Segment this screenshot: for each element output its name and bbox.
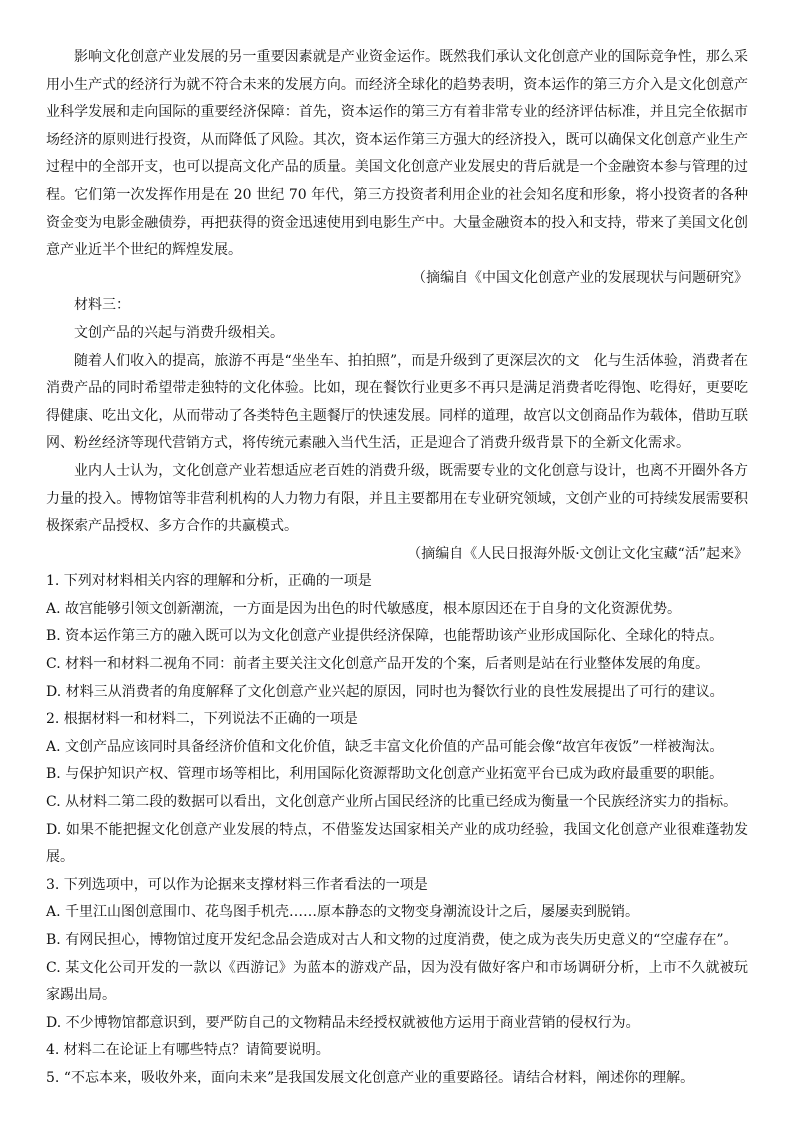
question-stem: 4. 材料二在论证上有哪些特点？请简要说明。 xyxy=(46,1042,330,1059)
material3-subtitle: 文创产品的兴起与消费升级相关。 xyxy=(74,324,284,341)
material3-heading: 材料三： xyxy=(74,297,130,314)
option-b: B. 资本运作第三方的融入既可以为文化创意产业提供经济保障，也能帮助该产业形成国际化、全球化的特点。 xyxy=(46,628,724,645)
question-3 xyxy=(46,872,748,1038)
option-c: C. 材料一和材料二视角不同：前者主要关注文化创意产品开发的个案，后者则是站在行业整体发展的角度。 xyxy=(46,656,710,673)
option-d: D. 材料三从消费者的角度解释了文化创意产业兴起的原因，同时也为餐饮行业的良性发展提出了可行的建议。 xyxy=(46,683,724,700)
material2-paragraph: 影响文化创意产业发展的另一重要因素就是产业资金运作。既然我们承认文化创意产业的国际竞争性，那么采用小生产式的经济行为就不符合未来的发展方向。而经济全球化的趋势表明，资本运作的第三方介入是文化创意产业科学发展和走向国际的重要经济保障：首先，资本运作的第三方有着非常专业的经济评估标准，并且完全依据市场经济的原则进行投资，从而降低了风险。其次，资本运作第三方强大的经济投入，既可以确保文化创意产业生产过程中的全部开支，也可以提高文化产品的质量。美国文化创意产业发展史的背后就是一个金融资本参与管理的过程。它们第一次发挥作用是在 20 世纪 70 年代，第三方投资者利用企业的社会知名度和形象，将小投资者的各种资金变为电影金融债券，再把获得的资金迅速使用到电影生产中。大量金融资本的投入和支持，带来了美国文化创意产业近半个世纪的辉煌发展。 xyxy=(46,49,748,259)
option-b: B. 有网民担心，博物馆过度开发纪念品会造成对古人和文物的过度消费，使之成为丧失历史意义的“空虚存在”。 xyxy=(46,932,738,948)
exam-page xyxy=(46,44,748,1093)
option-c: C. 某文化公司开发的一款以《西游记》为蓝本的游戏产品，因为没有做好客户和市场调研分析，上市不久就被玩家踢出局。 xyxy=(46,959,748,1004)
option-a: A. 文创产品应该同时具备经济价值和文化价值，缺乏丰富文化价值的产品可能会像“故宫年夜饭”一样被淘汰。 xyxy=(46,738,724,755)
option-a: A. 故宫能够引领文创新潮流，一方面是因为出色的时代敏感度，根本原因还在于自身的文化资源优势。 xyxy=(46,600,682,617)
option-d: D. 不少博物馆都意识到，要严防自己的文物精品未经授权就被他方运用于商业营销的侵权行为。 xyxy=(46,1014,640,1031)
material3-source: （摘编自《人民日报海外版·文创让文化宝藏“活”起来》 xyxy=(407,545,748,562)
question-2 xyxy=(46,706,748,872)
option-a: A. 千里江山图创意围巾、花鸟图手机壳……原本静态的文物变身潮流设计之后，屡屡卖到脱销。 xyxy=(46,904,640,921)
question-stem: 1. 下列对材料相关内容的理解和分析，正确的一项是 xyxy=(46,573,372,590)
material2-source: （摘编自《中国文化创意产业的发展现状与问题研究》 xyxy=(412,269,748,286)
question-1 xyxy=(46,568,748,706)
question-5 xyxy=(46,1065,748,1093)
material3-paragraph-1: 随着人们收入的提高，旅游不再是“坐坐车、拍拍照”，而是升级到了更深层次的文 化与生活体验，消费者在消费产品的同时希望带走独特的文化体验。比如，现在餐饮行业更多不再只是满足消费者吃得饱、吃得好，更要吃得健康、吃出文化，从而带动了各类特色主题餐厅的快速发展。同样的道理，故宫以文创商品作为载体，借助互联网、粉丝经济等现代营销方式，将传统元素融入当代生活，正是迎合了消费升级背景下的全新文化需求。 xyxy=(46,352,748,452)
material3-paragraph-2: 业内人士认为，文化创意产业若想适应老百姓的消费升级，既需要专业的文化创意与设计，也离不开圈外各方力量的投入。博物馆等非营利机构的人力物力有限，并且主要都用在专业研究领域，文创产业的可持续发展需要积极探索产品授权、多方合作的共赢模式。 xyxy=(46,462,748,535)
question-stem: 5. “不忘本来，吸收外来，面向未来”是我国发展文化创意产业的重要路径。请结合材料，阐述你的理解。 xyxy=(46,1069,695,1086)
option-d: D. 如果不能把握文化创意产业发展的特点，不借鉴发达国家相关产业的成功经验，我国文化创意产业很难蓬勃发展。 xyxy=(46,821,748,866)
question-4 xyxy=(46,1037,748,1065)
option-b: B. 与保护知识产权、管理市场等相比，利用国际化资源帮助文化创意产业拓宽平台已成为政府最重要的职能。 xyxy=(46,766,724,783)
question-stem: 3. 下列选项中，可以作为论据来支撑材料三作者看法的一项是 xyxy=(46,876,428,893)
option-c: C. 从材料二第二段的数据可以看出，文化创意产业所占国民经济的比重已经成为衡量一个民族经济实力的指标。 xyxy=(46,794,738,811)
question-stem: 2. 根据材料一和材料二，下列说法不正确的一项是 xyxy=(46,711,358,728)
